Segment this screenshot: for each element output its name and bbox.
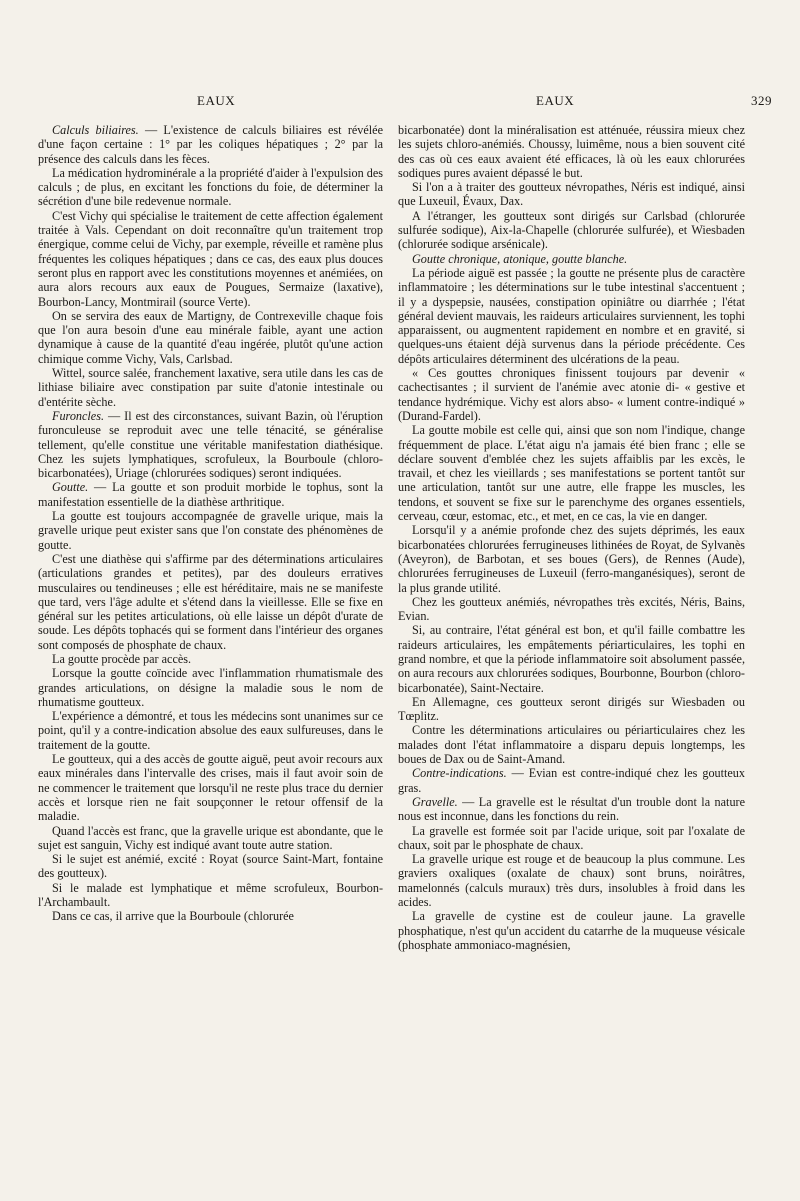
paragraph: [398, 595, 745, 624]
paragraph-text: La période aiguë est passée ; la goutte ne présente plus de caractère inflammatoire ; les déterminations sur le tube intestinal s'accentuent ; il y a dyspepsie, nausées, constipation opiniâtre ou diarrhée ; l'état général devient mauvais, les raideurs articulaires surviennent, les tophi apparaissent, ou augmentent rapidement en nombre et en gravité, si quelques-uns étaient déjà survenus dans la période précédente. Ces dépôts articulaires déterminent des ulcérations de la peau.: [398, 265, 745, 366]
paragraph-text: Si le sujet est anémié, excité : Royat (source Saint-Mart, fontaine des goutteux).: [38, 852, 383, 881]
paragraph-text: Chez les goutteux anémiés, névropathes très excités, Néris, Bains, Evian.: [398, 594, 745, 624]
paragraph: [398, 423, 745, 523]
paragraph: [38, 409, 383, 480]
paragraph-text: bicarbonatée) dont la minéralisation est atténuée, réussira mieux chez les sujets chloro-anémiés. Choussy, luimême, nous a bien souvent cité des cas où ces eaux avaient été efficaces, là où les eaux chlorurées sodiques pures avaient dépassé le but.: [398, 123, 745, 180]
paragraph-text: C'est une diathèse qui s'affirme par des déterminations articulaires (articulations grandes et petites), par des douleurs erratives musculaires ou tendineuses ; elle est héréditaire, mais ne se manifeste que tard, vers l'âge adulte et s'étend dans la vieillesse. Elle se fixe en général sur les petites articulations, où elle laisse un dépôt d'urate de soude. Les dépôts tophacés qui se forment dans l'intérieur des organes sont composés de phosphate de chaux.: [38, 551, 383, 652]
running-head-right: EAUX: [536, 93, 575, 108]
paragraph-text: Wittel, source salée, franchement laxative, sera utile dans les cas de lithiase biliaire avec constipation par suite d'atonie intestinale ou d'entérite sèche.: [38, 366, 383, 409]
paragraph-text: Contre les déterminations articulaires ou périarticulaires chez les malades dont l'état inflammatoire a disparu depuis longtemps, les boues de Dax ou de Saint-Amand.: [398, 723, 745, 767]
paragraph: [398, 123, 745, 180]
paragraph: [398, 695, 745, 724]
paragraph: [38, 909, 383, 923]
section-lead: Gravelle.: [412, 794, 458, 809]
section-lead: Furoncles.: [52, 408, 105, 423]
paragraph: [398, 824, 745, 853]
paragraph: [38, 652, 383, 666]
paragraph: [38, 309, 383, 366]
section-lead: Contre-indications.: [412, 766, 507, 781]
right-column: [398, 123, 745, 952]
paragraph: [398, 909, 745, 952]
paragraph-text: — La goutte et son produit morbide le tophus, sont la manifestation essentielle de la diathèse arthritique.: [38, 480, 383, 509]
paragraph-text: — Il est des circonstances, suivant Bazin, où l'éruption furonculeuse se reproduit avec une telle ténacité, se généralise tellement, qu'elle constitue une véritable manifestation diathésique. Chez les sujets lymphatiques, scrofuleux, la Bourboule (chloro-bicarbonatées), Uriage (chlorurées sodiques) seront indiquées.: [38, 408, 383, 481]
paragraph: [38, 366, 383, 409]
paragraph-text: La goutte procède par accès.: [52, 651, 192, 666]
paragraph: [38, 166, 383, 209]
paragraph: [38, 666, 383, 709]
running-head-left: EAUX: [197, 93, 236, 108]
paragraph-text: Si l'on a à traiter des goutteux névropathes, Néris est indiqué, ainsi que Luxeuil, Évaux, Dax.: [398, 180, 745, 209]
paragraph-text: Le goutteux, qui a des accès de goutte aiguë, peut avoir recours aux eaux minérales dans l'intervalle des crises, mais il faut avoir soin de ne commencer le traitement que lorsqu'il ne reste plus trace du dernier accès et lorsque rien ne fait soupçonner le retour offensif de la maladie.: [38, 752, 383, 824]
paragraph-text: La médication hydrominérale a la propriété d'aider à l'expulsion des calculs ; de plus, en excitant les fonctions du foie, de déterminer la sécrétion d'une bile redevenue normale.: [38, 165, 383, 209]
paragraph: [398, 523, 745, 594]
paragraph: [38, 509, 383, 552]
paragraph: [38, 480, 383, 509]
paragraph-text: — Evian est contre-indiqué chez les goutteux gras.: [398, 766, 745, 795]
paragraph: [38, 824, 383, 853]
paragraph-text: — La gravelle est le résultat d'un trouble dont la nature nous est inconnue, dans les fonctions du rein.: [398, 794, 745, 824]
paragraph: [398, 366, 745, 423]
paragraph-text: Si le malade est lymphatique et même scrofuleux, Bourbon-l'Archambault.: [38, 880, 383, 910]
paragraph: [398, 766, 745, 795]
paragraph-text: A l'étranger, les goutteux sont dirigés sur Carlsbad (chlorurée sulfurée sodique), Aix-la-Chapelle (chlorurée sulfurée), et Wiesbaden (chlorurée sodique arsénicale).: [398, 208, 745, 252]
paragraph-text: On se servira des eaux de Martigny, de Contrexeville chaque fois que l'on aura besoin d'une eau minérale faible, ayant une action dynamique à cause de la quantité d'eau ingérée, plutôt qu'une action chimique comme Vichy, Vals, Carlsbad.: [38, 308, 383, 366]
section-lead: Calculs biliaires.: [52, 123, 139, 137]
paragraph-text: Dans ce cas, il arrive que la Bourboule (chlorurée: [52, 909, 294, 924]
paragraph: [398, 795, 745, 824]
paragraph: [38, 123, 383, 166]
paragraph: [398, 252, 745, 266]
paragraph-text: « Ces gouttes chroniques finissent toujours par devenir « cachectisantes ; il survient de l'anémie avec atonie di- « gestive et tendance hydrémique. Vichy est alors abso- « lument contre-indiqué » (Durand-Fardel).: [398, 366, 745, 423]
paragraph: [38, 852, 383, 881]
paragraph: [38, 209, 383, 309]
paragraph-text: L'expérience a démontré, et tous les médecins sont unanimes sur ce point, qu'il y a contre-indication absolue des eaux sulfureuses, dans le traitement de la goutte.: [38, 709, 383, 752]
left-column: [38, 123, 383, 924]
section-lead: Goutte chronique, atonique, goutte blanche.: [412, 251, 628, 266]
paragraph: [398, 209, 745, 252]
paragraph: [38, 752, 383, 823]
paragraph: [398, 623, 745, 694]
paragraph-text: La gravelle urique est rouge et de beaucoup la plus commune. Les graviers oxaliques (oxalate de chaux) sont bruns, noirâtres, mamelonnés (calculs muraux) très durs, insolubles à froid dans les acides.: [398, 852, 745, 910]
paragraph-text: — L'existence de calculs biliaires est révélée d'une façon certaine : 1° par les coliques hépatiques ; 2° par la présence des calculs dans les fèces.: [38, 123, 383, 166]
paragraph-text: Si, au contraire, l'état général est bon, et qu'il faille combattre les raideurs articulaires, les empâtements périarticulaires, les tophi en grand nombre, et que la période inflammatoire soit absolument passée, on aura recours aux chlorurées sodiques, Bourbonne, Bourbon (chloro-bicarbonatée), Saint-Nectaire.: [398, 623, 745, 695]
paragraph: [38, 881, 383, 910]
paragraph: [38, 709, 383, 752]
paragraph-text: C'est Vichy qui spécialise le traitement de cette affection également traitée à Vals. Cependant on doit reconnaître qu'un traitement trop énergique, comme celui de Vichy, par exemple, réveille et ramène plus fréquentes les coliques hépatiques ; dans ce cas, des eaux plus douces seront plus en rapport avec les constitutions moyennes et anémiées, on aura alors recours aux eaux de Pougues, Sermaize (laxative), Bourbon-Lancy, Montmirail (source Verte).: [38, 208, 383, 309]
paragraph-text: La gravelle de cystine est de couleur jaune. La gravelle phosphatique, n'est qu'un accident du catarrhe de la muqueuse vésicale (phosphate ammoniaco-magnésien,: [398, 909, 745, 952]
paragraph: [398, 723, 745, 766]
paragraph-text: En Allemagne, ces goutteux seront dirigés sur Wiesbaden ou Tœplitz.: [398, 694, 745, 724]
paragraph-text: La gravelle est formée soit par l'acide urique, soit par l'oxalate de chaux, soit par le phosphate de chaux.: [398, 823, 745, 852]
paragraph-text: Quand l'accès est franc, que la gravelle urique est abondante, que le sujet est sanguin, Vichy est indiqué avant toute autre station.: [38, 823, 383, 852]
paragraph-text: La goutte est toujours accompagnée de gravelle urique, mais la gravelle urique peut exister sans que l'on constate des phénomènes de goutte.: [38, 509, 383, 552]
page-number: 329: [751, 93, 772, 108]
section-lead: Goutte.: [52, 480, 89, 495]
paragraph: [398, 852, 745, 909]
paragraph: [38, 552, 383, 652]
paragraph-text: La goutte mobile est celle qui, ainsi que son nom l'indique, change fréquemment de place. L'état aigu n'a jamais été bien franc ; elle se déclare souvent d'emblée chez les sujets affaiblis par les excès, le travail, et chez les vieillards ; ses manifestations se portent tantôt sur une articulation, tantôt sur une autre, elle frappe les muscles, les tendons, et souvent se fixe sur le parenchyme des organes essentiels, cerveau, cœur, estomac, etc., et met, en ce cas, la vie en danger.: [398, 423, 745, 524]
paragraph-text: Lorsqu'il y a anémie profonde chez des sujets déprimés, les eaux bicarbonatées chlorurées ferrugineuses lithinées de Royat, de Sylvanès (Aveyron), de Barbotan, et ses boues (Gers), de Rennes (Aude), chlorurées ferrugineuses de Luxeuil (ferro-manganésiques), seront de la plus grande utilité.: [398, 523, 745, 595]
paragraph: [398, 266, 745, 366]
paragraph-text: Lorsque la goutte coïncide avec l'inflammation rhumatismale des grandes articulations, on désigne la maladie sous le nom de rhumatisme goutteux.: [38, 666, 383, 709]
paragraph: [398, 180, 745, 209]
